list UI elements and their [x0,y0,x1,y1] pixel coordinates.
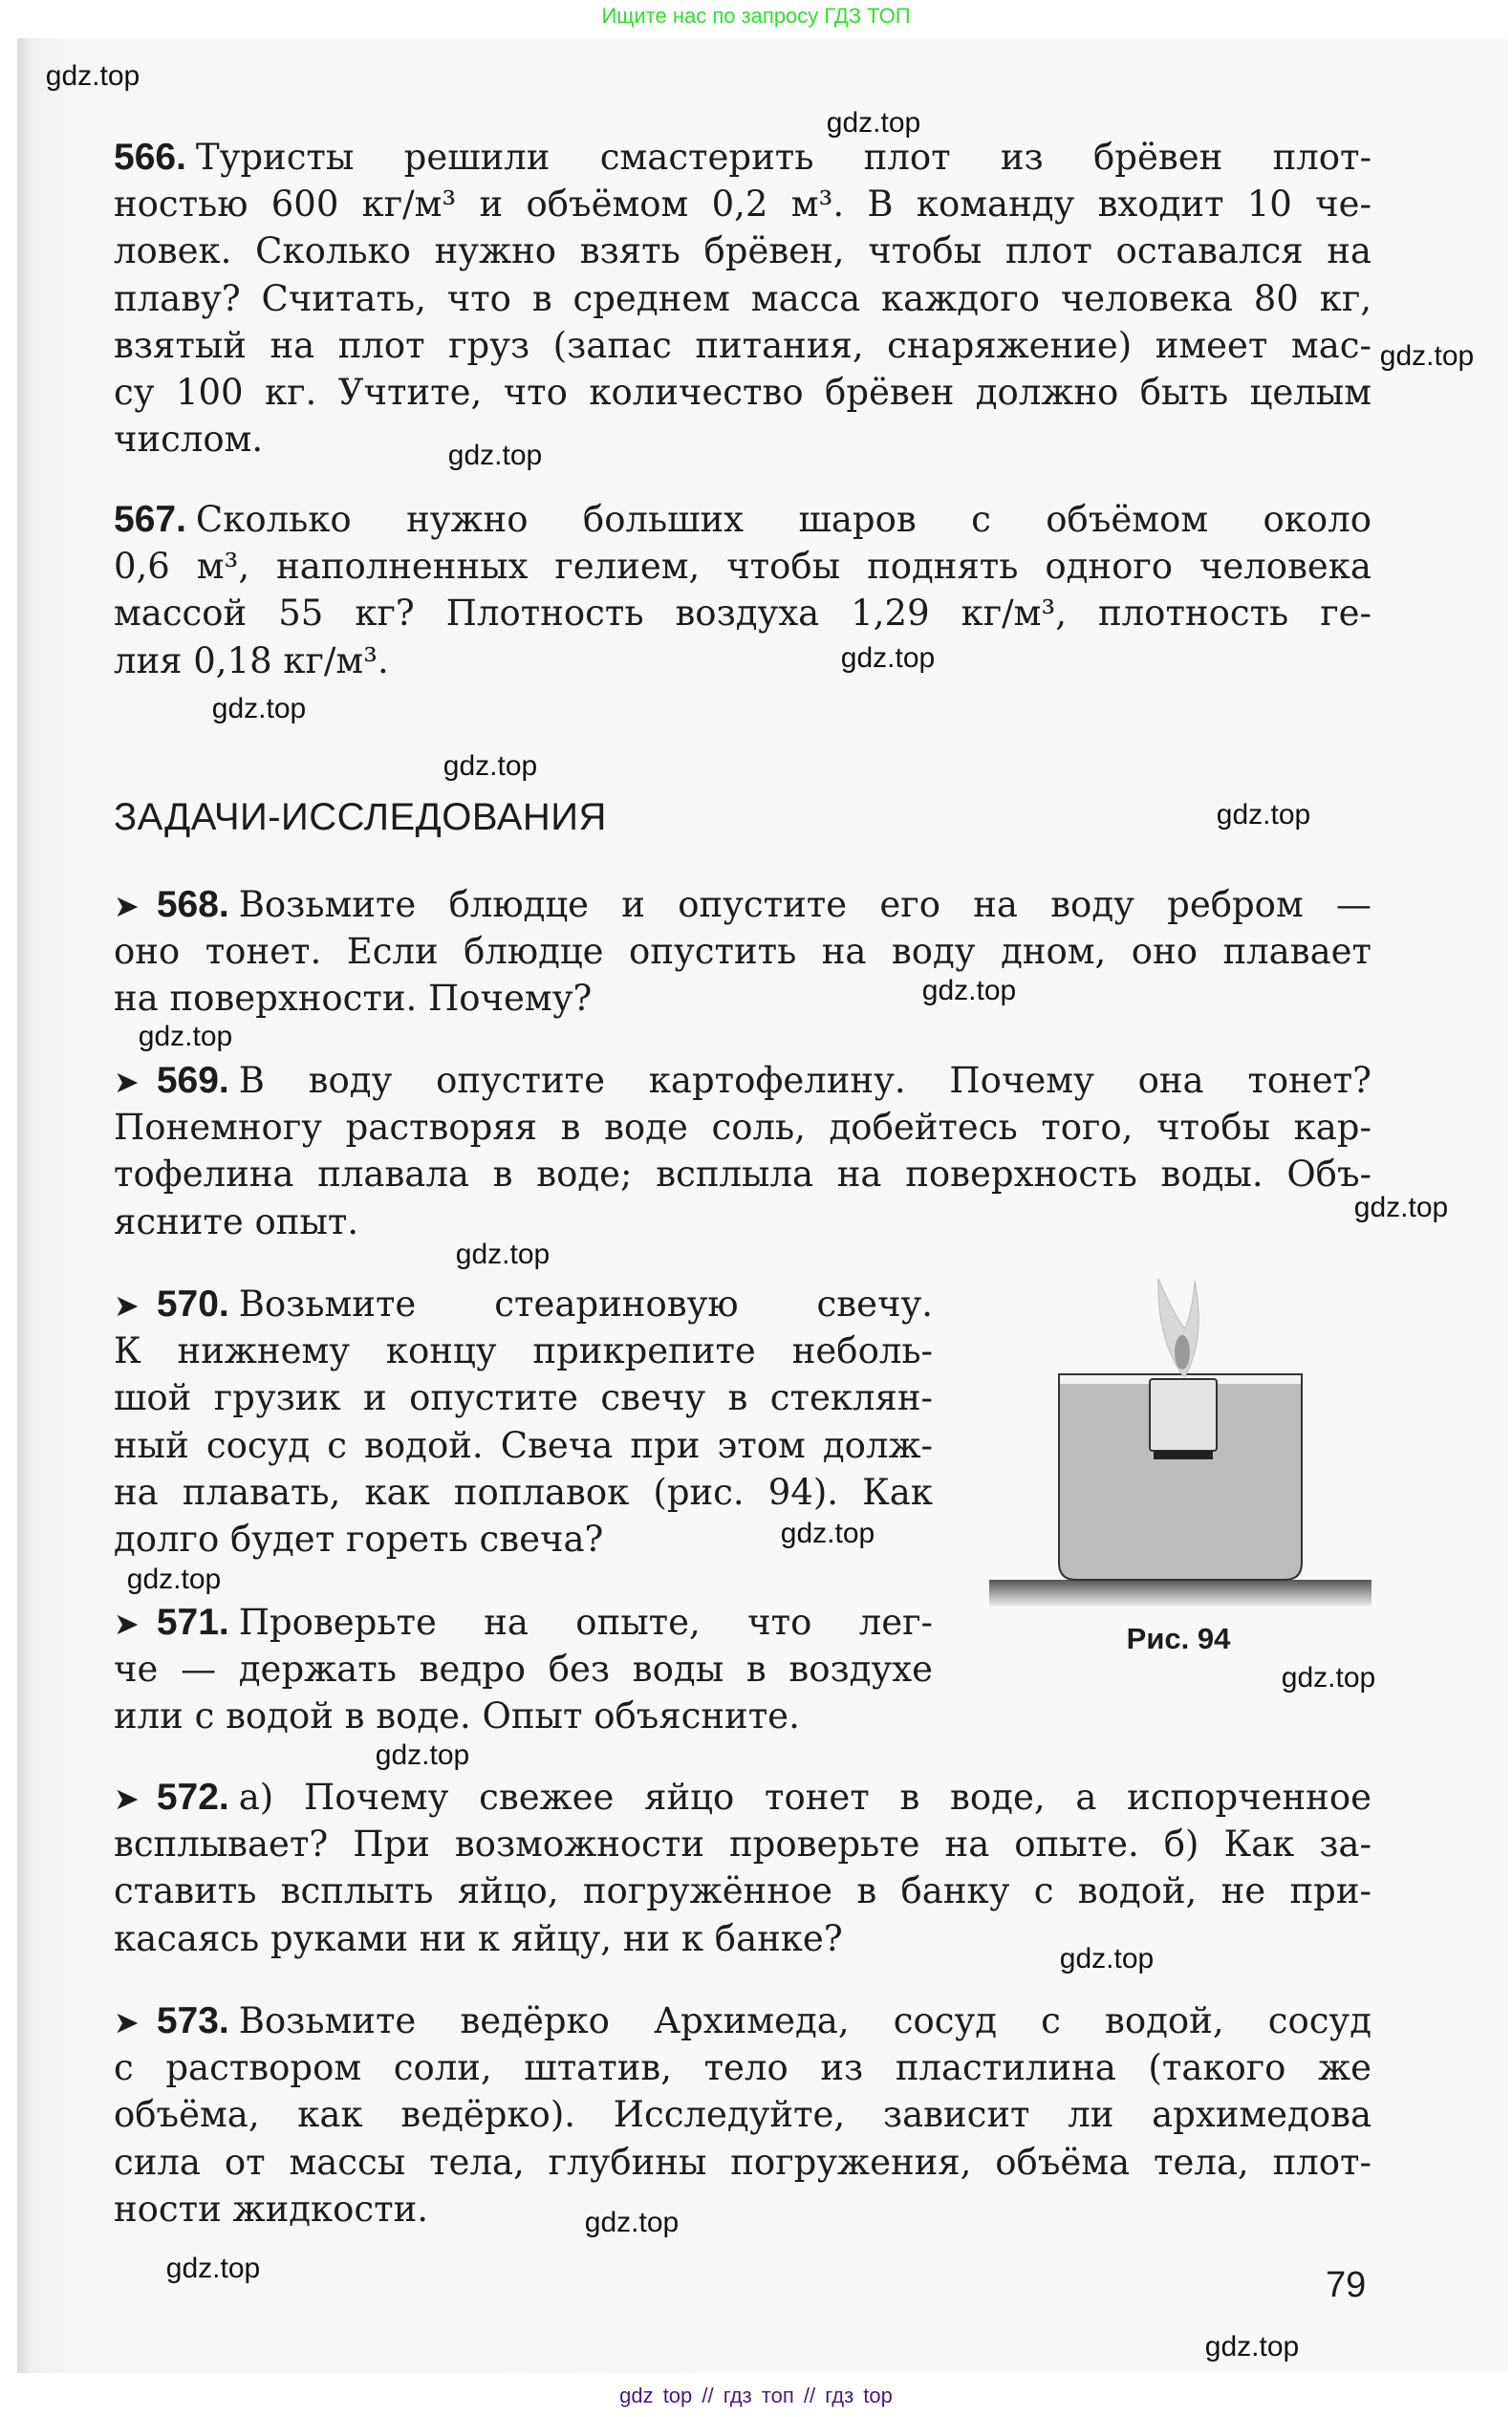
task-number: 566. [114,137,186,178]
task-text: Сколько нужно больших шаров с объёмом около [195,499,1372,540]
arrow-icon: ➤ [114,2004,140,2040]
task-text: касаясь руками ни к яйцу, ни к банке? [114,1917,843,1959]
watermark: gdz.top [840,642,936,674]
watermark: gdz.top [45,60,140,92]
task-text: Возьмите стеариновую свечу. [238,1284,933,1325]
watermark: gdz.top [211,693,307,724]
arrow-icon: ➤ [114,888,140,924]
task-text: плаву? Считать, что в среднем масса каждого человека 80 кг, [114,277,1372,319]
watermark: gdz.top [375,1739,470,1771]
task-line [114,1821,1372,1867]
task-number: 570. [156,1284,229,1325]
task-text: на поверхности. Почему? [114,978,593,1020]
watermark: gdz.top [455,1239,551,1270]
task-line [114,2186,1372,2233]
arrow-icon: ➤ [114,1064,140,1100]
candle-weight [1154,1451,1213,1459]
table-surface [989,1580,1372,1607]
task-572 [114,1774,1372,1962]
task-text: ностью 600 кг/м³ и объёмом 0,2 м³. В команду входит 10 че- [114,183,1372,226]
task-text: че — держать ведро без воды в воздухе [114,1649,933,1691]
task-text: на плавать, как поплавок (рис. 94). Как [114,1471,933,1513]
task-text: массой 55 кг? Плотность воздуха 1,29 кг/м³, плотность ге- [114,593,1372,635]
arrow-icon: ➤ [114,1287,140,1324]
watermark: gdz.top [1353,1192,1449,1223]
task-line [114,1774,1372,1821]
task-text: су 100 кг. Учтите, что количество брёвен должно быть целым [114,371,1372,413]
watermark: gdz.top [138,1021,233,1052]
task-text: всплывает? При возможности проверьте на опыте. б) Как за- [114,1824,1372,1866]
page-number: 79 [1326,2265,1367,2305]
figure-caption: Рис. 94 [1126,1622,1231,1655]
task-text: тофелина плавала в воде; всплыла на поверхность воды. Объ- [114,1154,1372,1196]
task-number: 568. [156,884,229,925]
arrow-icon: ➤ [114,1780,140,1817]
task-text: Понемногу растворяя в воде соль, добейтесь того, чтобы кар- [114,1107,1372,1149]
task-line [114,2091,1372,2138]
footer-links: gdz top // гдз топ // гдз top [619,2384,893,2407]
watermark: gdz.top [126,1564,222,1595]
task-text: ловек. Сколько нужно взять брёвен, чтобы плот оставался на [114,230,1372,272]
task-text: долго будет гореть свеча? [114,1518,604,1560]
task-text: ставить всплыть яйцо, погружённое в банку с водой, не при- [114,1870,1372,1912]
task-line [114,1915,1372,1962]
task-number: 569. [156,1060,229,1101]
task-text: оно тонет. Если блюдце опустить на воду дном, оно плавает [114,931,1372,973]
section-heading: ЗАДАЧИ-ИССЛЕДОВАНИЯ [114,796,607,838]
task-text: сила от массы тела, глубины погружения, объёма тела, плот- [114,2141,1372,2183]
task-line [114,1997,1372,2044]
task-text: шой грузик и опустите свечу в стеклян- [114,1377,933,1419]
watermark: gdz.top [447,440,543,471]
watermark: gdz.top [780,1518,875,1549]
task-number: 567. [114,499,186,540]
watermark: gdz.top [443,750,538,782]
task-text: с раствором соли, штатив, тело из пластилина (такого же [114,2047,1372,2089]
search-banner: Ищите нас по запросу ГДЗ ТОП [601,4,911,28]
task-text: или с водой в воде. Опыт объясните. [114,1695,800,1737]
task-number: 571. [156,1602,229,1643]
watermark: gdz.top [1216,799,1311,831]
task-text: а) Почему свежее яйцо тонет в воде, а испорченное [238,1777,1372,1818]
task-573 [114,1997,1372,2233]
task-text: Туристы решили смастерить плот из брёвен плот- [195,137,1372,178]
task-number: 573. [156,2000,229,2041]
task-text: взятый на плот груз (запас питания, снаряжение) имеет мас- [114,324,1372,366]
watermark: gdz.top [826,107,921,139]
task-text: ности жидкости. [114,2188,429,2230]
task-text: числом. [114,419,264,461]
task-number: 572. [156,1777,229,1818]
arrow-icon: ➤ [114,1606,140,1642]
task-text: объёма, как ведёрко). Исследуйте, зависит ли архимедова [114,2094,1372,2136]
watermark: gdz.top [921,975,1017,1006]
watermark: gdz.top [1281,1662,1376,1694]
task-text: К нижнему концу прикрепите неболь- [114,1330,933,1372]
watermark: gdz.top [1379,340,1475,372]
candle [1150,1379,1217,1451]
watermark: gdz.top [1059,1943,1155,1975]
task-line [114,2139,1372,2186]
task-text: ный сосуд с водой. Свеча при этом долж- [114,1424,933,1466]
task-line [114,2044,1372,2091]
watermark: gdz.top [1204,2331,1300,2363]
task-text: Проверьте на опыте, что лег- [238,1602,933,1643]
task-text: ясните опыт. [114,1200,359,1242]
task-text: Возьмите блюдце и опустите его на воду ребром — [238,884,1372,925]
watermark: gdz.top [584,2207,680,2238]
task-text: Возьмите ведёрко Архимеда, сосуд с водой, сосуд [238,2000,1372,2041]
task-text: В воду опустите картофелину. Почему она тонет? [238,1060,1372,1101]
task-line [114,1693,933,1739]
watermark: gdz.top [165,2253,261,2284]
task-line [114,1867,1372,1914]
task-line [114,1646,933,1693]
task-text: 0,6 м³, наполненных гелием, чтобы поднять одного человека [114,546,1372,588]
task-text: лия 0,18 кг/м³. [114,639,389,681]
